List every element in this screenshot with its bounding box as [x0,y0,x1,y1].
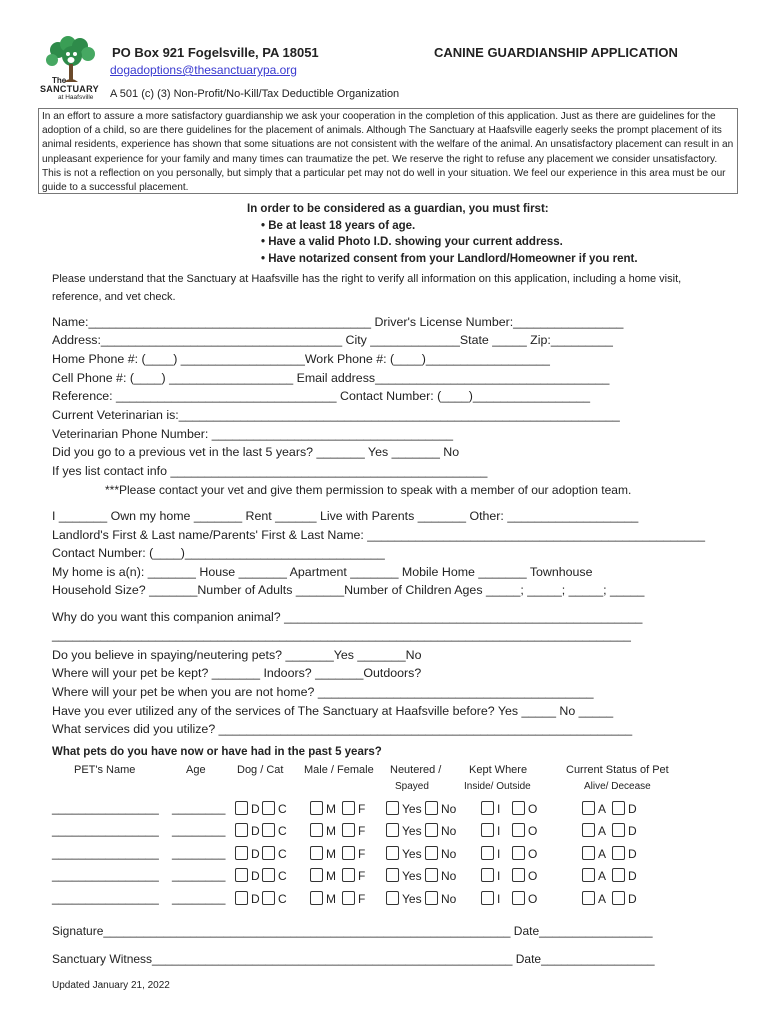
checkbox-label: No [441,847,457,861]
requirements [247,201,638,267]
inside-checkbox[interactable] [481,868,500,883]
cat-checkbox[interactable] [262,891,287,906]
home-type-field[interactable]: My home is a(n): _______ House _______ Apartment _______ Mobile Home _______ Townhouse [52,565,593,579]
logo-text-sanctuary: SANCTUARY [40,84,99,94]
spayed-no-checkbox[interactable] [425,891,456,906]
checkbox-square-icon[interactable] [612,801,625,815]
name-field[interactable]: Name:_________________________________________ Driver's License Number:________________ [52,315,624,329]
alive-checkbox[interactable] [582,891,606,906]
alive-checkbox[interactable] [582,846,606,861]
dog-checkbox[interactable] [235,801,260,816]
inside-checkbox[interactable] [481,823,500,838]
checkbox-square-icon[interactable] [235,801,248,815]
cat-checkbox[interactable] [262,823,287,838]
spayed-yes-checkbox[interactable] [386,868,422,883]
checkbox-label: C [278,824,287,838]
dog-checkbox[interactable] [235,891,260,906]
checkbox-label: A [598,802,607,816]
home-ownership-field[interactable]: I _______ Own my home _______ Rent ______ Live with Parents _______ Other: ___________________ [52,509,639,523]
col-pet-name: PET's Name [74,764,136,776]
checkbox-square-icon[interactable] [386,891,399,905]
checkbox-square-icon[interactable] [262,801,275,815]
checkbox-square-icon[interactable] [310,891,323,905]
checkbox-square-icon[interactable] [310,801,323,815]
checkbox-square-icon[interactable] [425,823,438,837]
checkbox-square-icon[interactable] [235,891,248,905]
vet-phone-field[interactable]: Veterinarian Phone Number: ___________________________________ [52,427,453,441]
verify-note-line2: reference, and vet check. [52,291,176,303]
checkbox-label: No [441,869,457,883]
deceased-checkbox[interactable] [612,801,637,816]
male-checkbox[interactable] [310,891,336,906]
checkbox-label: C [278,869,287,883]
deceased-checkbox[interactable] [612,891,637,906]
col-alive-decease: Alive/ Decease [584,781,651,792]
checkbox-label: O [528,847,538,861]
checkbox-square-icon[interactable] [235,868,248,882]
checkbox-square-icon[interactable] [342,823,355,837]
checkbox-square-icon[interactable] [481,801,494,815]
not-home-field[interactable]: Where will your pet be when you are not home? ________________________________________ [52,685,594,699]
deceased-checkbox[interactable] [612,823,637,838]
checkbox-square-icon[interactable] [425,846,438,860]
home-phone-field[interactable]: Home Phone #: (____) __________________Work Phone #: (____)__________________ [52,352,550,366]
outside-checkbox[interactable] [512,846,537,861]
checkbox-label: F [358,802,366,816]
checkbox-label: O [528,824,538,838]
household-field[interactable]: Household Size? _______Number of Adults _______Number of Children Ages _____; _____; _____; _____ [52,583,645,597]
checkbox-square-icon[interactable] [582,823,595,837]
checkbox-label: A [598,892,607,906]
pet-age-field[interactable]: ________ [172,801,226,815]
male-checkbox[interactable] [310,823,336,838]
checkbox-label: I [497,892,501,906]
contact-info-field[interactable]: If yes list contact info ______________________________________________ [52,464,488,478]
checkbox-square-icon[interactable] [512,823,525,837]
pet-name-field[interactable]: ________________ [52,891,159,905]
checkbox-label: A [598,824,607,838]
checkbox-label: Yes [402,869,422,883]
checkbox-label: F [358,869,366,883]
checkbox-label: O [528,869,538,883]
services-used-field[interactable]: What services did you utilize? ____________________________________________________________ [52,722,633,736]
vet-field[interactable]: Current Veterinarian is:________________________________________________________________ [52,408,620,422]
checkbox-label: O [528,802,538,816]
checkbox-label: D [251,869,260,883]
checkbox-square-icon[interactable] [310,823,323,837]
spayed-no-checkbox[interactable] [425,801,456,816]
checkbox-square-icon[interactable] [582,868,595,882]
checkbox-label: D [628,892,637,906]
col-sex: Male / Female [304,764,374,776]
checkbox-square-icon[interactable] [386,801,399,815]
signature-field[interactable]: Signature_____________________________________________________________ Date_________________ [52,924,653,938]
checkbox-label: Yes [402,892,422,906]
org-type: A 501 (c) (3) Non-Profit/No-Kill/Tax Deductible Organization [110,88,400,100]
pet-kept-field[interactable]: Where will your pet be kept? _______ Indoors? _______Outdoors? [52,666,422,680]
col-neutered: Neutered / [390,764,442,776]
pet-name-field[interactable]: ________________ [52,868,159,882]
spay-neuter-field[interactable]: Do you believe in spaying/neutering pets? _______Yes _______No [52,648,422,662]
alive-checkbox[interactable] [582,823,606,838]
cat-checkbox[interactable] [262,868,287,883]
checkbox-square-icon[interactable] [425,891,438,905]
pet-age-field[interactable]: ________ [172,891,226,905]
checkbox-square-icon[interactable] [481,846,494,860]
col-status: Current Status of Pet [566,764,669,776]
updated-date: Updated January 21, 2022 [52,980,170,991]
header-address: PO Box 921 Fogelsville, PA 18051 [112,45,319,60]
checkbox-label: D [251,892,260,906]
requirement-item: • Be at least 18 years of age. [261,219,416,232]
checkbox-label: M [326,824,336,838]
pet-name-field[interactable]: ________________ [52,846,159,860]
spayed-yes-checkbox[interactable] [386,891,422,906]
checkbox-square-icon[interactable] [582,846,595,860]
checkbox-square-icon[interactable] [342,891,355,905]
checkbox-square-icon[interactable] [262,846,275,860]
checkbox-label: D [628,802,637,816]
checkbox-square-icon[interactable] [481,823,494,837]
checkbox-label: O [528,892,538,906]
requirement-item: • Have notarized consent from your Landlord/Homeowner if you rent. [261,252,638,265]
female-checkbox[interactable] [342,891,365,906]
checkbox-label: F [358,847,366,861]
col-age: Age [186,764,206,776]
tree-paw-logo-icon [38,36,108,86]
checkbox-label: I [497,869,501,883]
cell-phone-field[interactable]: Cell Phone #: (____) __________________ Email address__________________________________ [52,371,610,385]
male-checkbox[interactable] [310,801,336,816]
verify-note-line1: Please understand that the Sanctuary at Haafsville has the right to verify all information on this application, including a home visit, [52,273,682,285]
checkbox-square-icon[interactable] [262,891,275,905]
checkbox-label: C [278,847,287,861]
pet-age-field[interactable]: ________ [172,868,226,882]
checkbox-label: M [326,869,336,883]
witness-field[interactable]: Sanctuary Witness______________________________________________________ Date_________________ [52,952,655,966]
inside-checkbox[interactable] [481,801,500,816]
checkbox-square-icon[interactable] [612,823,625,837]
checkbox-square-icon[interactable] [310,868,323,882]
spayed-yes-checkbox[interactable] [386,823,422,838]
col-dog-cat: Dog / Cat [237,764,284,776]
checkbox-label: Yes [402,847,422,861]
alive-checkbox[interactable] [582,868,606,883]
inside-checkbox[interactable] [481,846,500,861]
outside-checkbox[interactable] [512,868,537,883]
checkbox-square-icon[interactable] [386,868,399,882]
dog-checkbox[interactable] [235,868,260,883]
checkbox-square-icon[interactable] [512,891,525,905]
logo-text-haafsville: at Haafsville [58,94,94,101]
spayed-no-checkbox[interactable] [425,846,456,861]
checkbox-label: No [441,802,457,816]
checkbox-square-icon[interactable] [481,868,494,882]
requirements-heading: In order to be considered as a guardian, you must first: [247,203,549,215]
checkbox-square-icon[interactable] [512,868,525,882]
checkbox-square-icon[interactable] [582,801,595,815]
vet-permission-note: ***Please contact your vet and give them permission to speak with a member of our adoption team. [105,483,632,497]
contact-number-field[interactable]: Contact Number: (____)_____________________________ [52,546,385,560]
dog-checkbox[interactable] [235,823,260,838]
pets-heading: What pets do you have now or have had in the past 5 years? [52,746,382,758]
pet-name-field[interactable]: ________________ [52,823,159,837]
female-checkbox[interactable] [342,846,365,861]
checkbox-square-icon[interactable] [612,846,625,860]
cat-checkbox[interactable] [262,801,287,816]
checkbox-square-icon[interactable] [612,868,625,882]
checkbox-label: D [251,802,260,816]
landlord-name-field[interactable]: Landlord's First & Last name/Parents' First & Last Name: _________________________________________________ [52,528,705,542]
checkbox-square-icon[interactable] [235,823,248,837]
checkbox-square-icon[interactable] [512,846,525,860]
spayed-no-checkbox[interactable] [425,868,456,883]
checkbox-square-icon[interactable] [512,801,525,815]
why-field[interactable]: Why do you want this companion animal? ____________________________________________________ [52,610,643,624]
checkbox-label: C [278,892,287,906]
checkbox-square-icon[interactable] [425,868,438,882]
checkbox-square-icon[interactable] [235,846,248,860]
checkbox-label: A [598,869,607,883]
pet-age-field[interactable]: ________ [172,846,226,860]
male-checkbox[interactable] [310,846,336,861]
services-field[interactable]: Have you ever utilized any of the services of The Sanctuary at Haafsville before? Yes _____ No _____ [52,704,614,718]
spayed-yes-checkbox[interactable] [386,846,422,861]
checkbox-label: C [278,802,287,816]
checkbox-square-icon[interactable] [342,801,355,815]
checkbox-square-icon[interactable] [386,846,399,860]
checkbox-label: M [326,892,336,906]
outside-checkbox[interactable] [512,891,537,906]
checkbox-label: Yes [402,802,422,816]
checkbox-square-icon[interactable] [612,891,625,905]
checkbox-label: No [441,824,457,838]
checkbox-square-icon[interactable] [310,846,323,860]
checkbox-label: D [628,847,637,861]
checkbox-label: F [358,824,366,838]
spayed-no-checkbox[interactable] [425,823,456,838]
checkbox-square-icon[interactable] [582,891,595,905]
why-field-line2[interactable]: ____________________________________________________________________________________ [52,628,631,642]
previous-vet-field[interactable]: Did you go to a previous vet in the last 5 years? _______ Yes _______ No [52,445,460,459]
checkbox-label: I [497,847,501,861]
checkbox-label: D [628,824,637,838]
checkbox-square-icon[interactable] [425,801,438,815]
checkbox-square-icon[interactable] [342,868,355,882]
checkbox-square-icon[interactable] [342,846,355,860]
checkbox-square-icon[interactable] [262,823,275,837]
spayed-yes-checkbox[interactable] [386,801,422,816]
checkbox-label: No [441,892,457,906]
alive-checkbox[interactable] [582,801,606,816]
checkbox-label: F [358,892,366,906]
female-checkbox[interactable] [342,801,365,816]
checkbox-label: D [628,869,637,883]
logo-text-the: The [52,76,67,85]
checkbox-label: D [251,824,260,838]
page-title: CANINE GUARDIANSHIP APPLICATION [434,45,678,60]
checkbox-square-icon[interactable] [386,823,399,837]
col-spayed: Spayed [395,781,429,792]
checkbox-square-icon[interactable] [481,891,494,905]
dog-checkbox[interactable] [235,846,260,861]
pet-age-field[interactable]: ________ [172,823,226,837]
intro-paragraph: In an effort to assure a more satisfactory guardianship we ask your cooperation in the completion of this application. Just as there are guidelines for the adoption of a child, so are there guidelines for the placement of animals. Although The Sanctuary at Haafsville eagerly seeks the prompt placement of its animal residents, experience has shown that some situations are not consistent with the welfare of the animal. An unsatisfactory placement can result in an unpleasant experience for your family and many times can traumatize the pet. We reserve the right to refuse any placement we consider unsatisfactory. This is not a reflection on you personally, but simply that a particular pet may not do well in your situation. We feel our experience in this area must be our guide to a successful placement. [38,108,738,194]
address-field[interactable]: Address:___________________________________ City _____________State _____ Zip:_________ [52,333,613,347]
cat-checkbox[interactable] [262,846,287,861]
male-checkbox[interactable] [310,868,336,883]
checkbox-label: M [326,847,336,861]
outside-checkbox[interactable] [512,801,537,816]
outside-checkbox[interactable] [512,823,537,838]
checkbox-label: I [497,802,501,816]
requirement-item: • Have a valid Photo I.D. showing your current address. [261,236,563,248]
checkbox-square-icon[interactable] [262,868,275,882]
col-kept-where: Kept Where [469,764,528,776]
checkbox-label: D [251,847,260,861]
reference-field[interactable]: Reference: ________________________________ Contact Number: (____)_________________ [52,389,591,403]
deceased-checkbox[interactable] [612,868,637,883]
pet-name-field[interactable]: ________________ [52,801,159,815]
female-checkbox[interactable] [342,823,365,838]
col-inside-outside: Inside/ Outside [464,781,531,792]
deceased-checkbox[interactable] [612,846,637,861]
checkbox-label: I [497,824,501,838]
checkbox-label: A [598,847,607,861]
female-checkbox[interactable] [342,868,365,883]
inside-checkbox[interactable] [481,891,500,906]
checkbox-label: Yes [402,824,422,838]
email-link[interactable]: dogadoptions@thesanctuarypa.org [110,63,297,77]
checkbox-label: M [326,802,336,816]
